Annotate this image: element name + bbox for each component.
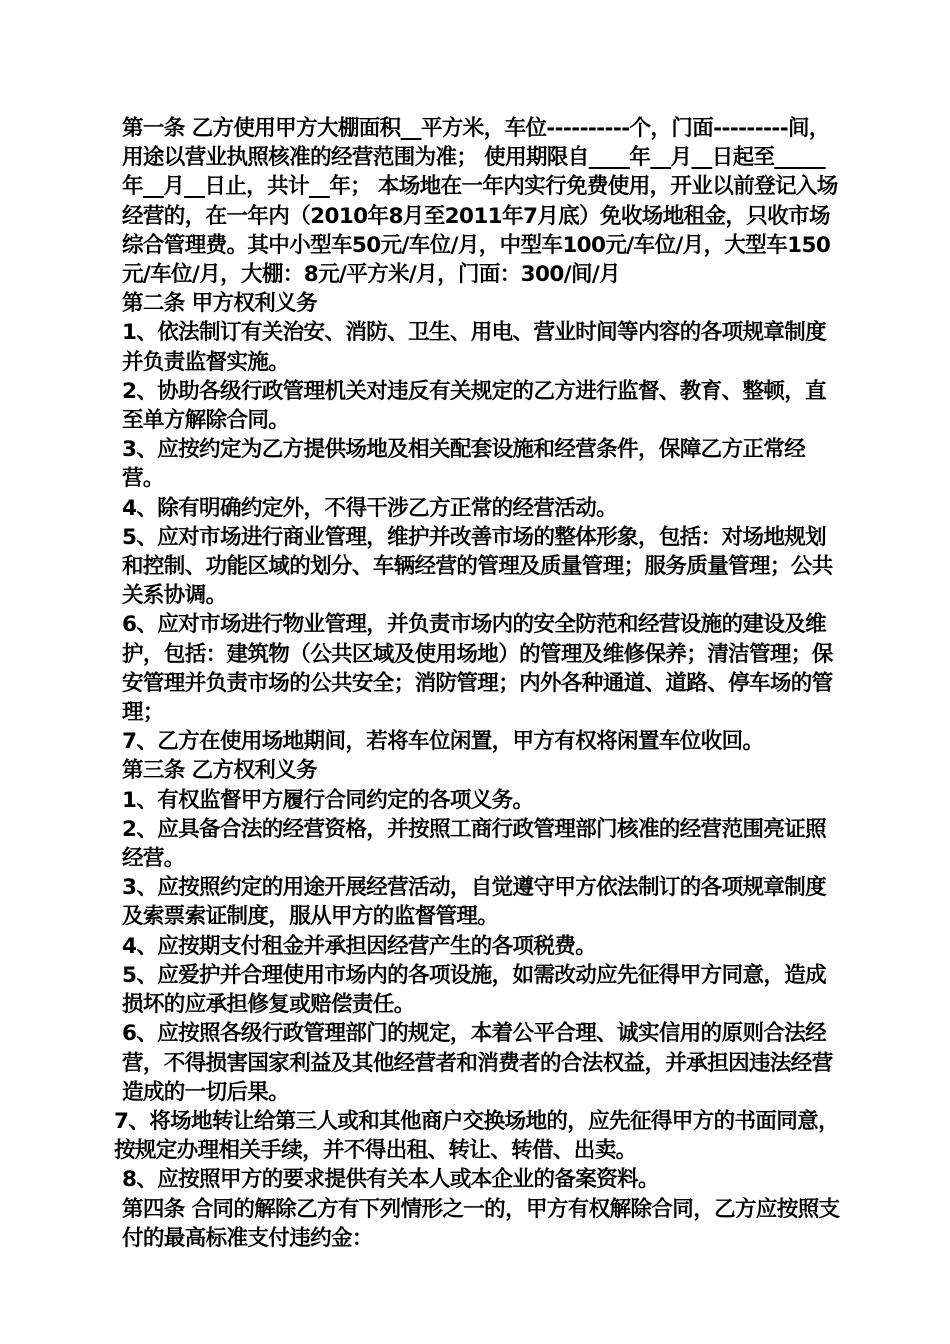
article-2-item-4: 4、除有明确约定外，不得干涉乙方正常的经营活动。: [122, 495, 618, 521]
article-3-item-5: 5、应爱护并合理使用市场内的各项设施，如需改动应先征得甲方同意，造成损坏的应承担修复或赔偿责任。: [122, 962, 827, 1018]
article-2-item-3: 3、应按约定为乙方提供场地及相关配套设施和经营条件，保障乙方正常经营。: [122, 437, 806, 492]
article-3-item-3: 3、应按照约定的用途开展经营活动，自觉遵守甲方依法制订的各项规章制度及索票索证制度，服从甲方的监督管理。: [122, 875, 827, 930]
article-3-item-1: 1、有权监督甲方履行合同约定的各项义务。: [122, 787, 534, 813]
contract-document: [114, 114, 844, 1253]
article-2-item-6: 6、应对市场进行物业管理，并负责市场内的安全防范和经营设施的建设及维护，包括：建筑物（公共区域及使用场地）的管理及维修保养；清洁管理；保安管理并负责市场的公共安全；消防管理；内外各种通道、道路、停车场的管理；: [122, 612, 833, 726]
article-1-paragraph: 第一条 乙方使用甲方大棚面积__平方米，车位----------个，门面---------间，用途以营业执照核准的经营范围为准； 使用期限自____年__月__日起至_____年__月__日止，共计__年； 本场地在一年内实行免费使用，开业以前登记入场经营的，在一年内（2010年8月至2011年7月底）免收场地租金，只收市场综合管理费。其中小型车50元/车位/月，中型车100元/车位/月，大型车150元/车位/月，大棚：8元/平方米/月，门面：300/间/月: [122, 116, 838, 288]
article-2-item-7: 7、乙方在使用场地期间，若将车位闲置，甲方有权将闲置车位收回。: [122, 729, 764, 755]
article-3-item-6: 6、应按照各级行政管理部门的规定，本着公平合理、诚实信用的原则合法经营，不得损害国家利益及其他经营者和消费者的合法权益，并承担因违法经营造成的一切后果。: [122, 1021, 833, 1105]
article-2-item-2: 2、协助各级行政管理机关对违反有关规定的乙方进行监督、教育、整顿，直至单方解除合同。: [122, 378, 827, 434]
article-3-item-2: 2、应具备合法的经营资格，并按照工商行政管理部门核准的经营范围亮证照经营。: [122, 816, 827, 872]
article-2-item-5: 5、应对市场进行商业管理，维护并改善市场的整体形象，包括：对场地规划和控制、功能区域的划分、车辆经营的管理及质量管理；服务质量管理；公共关系协调。: [122, 524, 833, 609]
article-3-heading: 第三条 乙方权利义务: [122, 758, 317, 784]
article-2-heading: 第二条 甲方权利义务: [122, 291, 317, 317]
article-3-item-4: 4、应按期支付租金并承担因经营产生的各项税费。: [122, 933, 597, 959]
article-2-item-1: 1、依法制订有关治安、消防、卫生、用电、营业时间等内容的各项规章制度并负责监督实施。: [122, 320, 827, 375]
article-3-item-8: 8、应按照甲方的要求提供有关本人或本企业的备案资料。: [122, 1167, 659, 1193]
article-3-item-7: 7、将场地转让给第三人或和其他商户交换场地的，应先征得甲方的书面同意，按规定办理相关手续，并不得出租、转让、转借、出卖。: [114, 1108, 839, 1164]
article-4-heading: 第四条 合同的解除乙方有下列情形之一的，甲方有权解除合同，乙方应按照支付的最高标准支付违约金：: [122, 1196, 840, 1251]
